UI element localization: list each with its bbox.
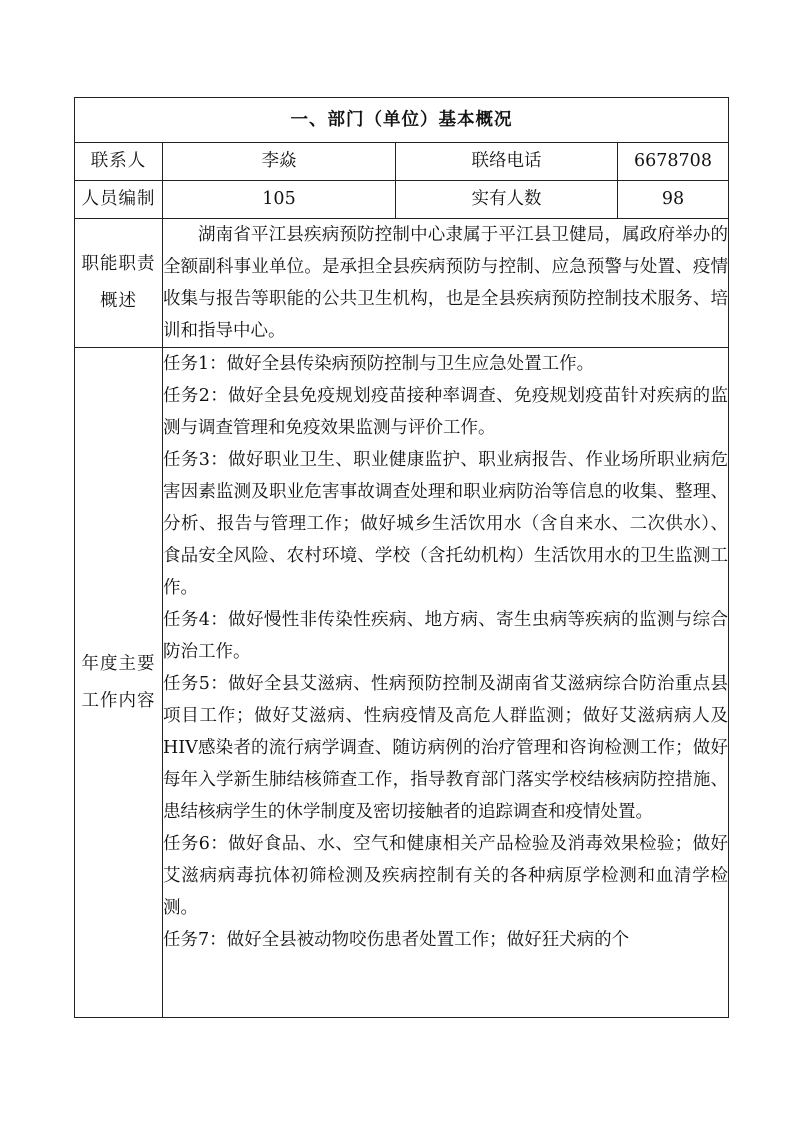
actual-staff-label: 实有人数 [396, 181, 618, 219]
staffing-label: 人员编制 [75, 181, 163, 219]
actual-staff-value: 98 [618, 181, 729, 219]
staffing-value: 105 [163, 181, 396, 219]
annual-work-label-line2: 工作内容 [81, 690, 156, 711]
task-item: 任务2：做好全县免疫规划疫苗接种率调查、免疫规划疫苗针对疾病的监测与调查管理和免疫效果监测与评价工作。 [163, 386, 728, 438]
annual-work-tasks [163, 348, 729, 1018]
contact-value: 李焱 [163, 143, 396, 181]
task-item: 任务7：做好全县被动物咬伤患者处置工作；做好狂犬病的个 [163, 930, 630, 950]
task-item: 任务1：做好全县传染病预防控制与卫生应急处置工作。 [163, 354, 595, 374]
duties-description [163, 219, 729, 348]
department-overview-table [74, 97, 729, 1018]
task-item: 任务4：做好慢性非传染性疾病、地方病、寄生虫病等疾病的监测与综合防治工作。 [163, 610, 728, 662]
task-item: 任务6：做好食品、水、空气和健康相关产品检验及消毒效果检验；做好艾滋病病毒抗体初筛检测及疾病控制有关的各种病原学检测和血清学检测。 [163, 834, 728, 918]
task-item: 任务5：做好全县艾滋病、性病预防控制及湖南省艾滋病综合防治重点县项目工作；做好艾滋病、性病疫情及高危人群监测；做好艾滋病病人及HIV感染者的流行病学调查、随访病例的治疗管理和咨询检测工作；做好每年入学新生肺结核筛查工作，指导教育部门落实学校结核病防控措施、患结核病学生的休学制度及密切接触者的追踪调查和疫情处置。 [163, 674, 728, 822]
duties-label-line1: 职能职责 [81, 254, 156, 274]
phone-value: 6678708 [618, 143, 729, 181]
annual-work-label-line1: 年度主要 [81, 653, 156, 674]
duties-label [75, 219, 163, 348]
duties-text: 湖南省平江县疾病预防控制中心隶属于平江县卫健局，属政府举办的全额副科事业单位。是承担全县疾病预防与控制、应急预警与处置、疫情收集与报告等职能的公共卫生机构，也是全县疾病预防控制技术服务、培训和指导中心。 [163, 225, 728, 341]
section-title: 一、部门（单位）基本概况 [75, 98, 729, 143]
task-item: 任务3：做好职业卫生、职业健康监护、职业病报告、作业场所职业病危害因素监测及职业危害事故调查处理和职业病防治等信息的收集、整理、分析、报告与管理工作；做好城乡生活饮用水（含自来水、二次供水）、食品安全风险、农村环境、学校（含托幼机构）生活饮用水的卫生监测工作。 [163, 450, 728, 598]
duties-label-line2: 概述 [100, 291, 137, 311]
phone-label: 联络电话 [396, 143, 618, 181]
contact-label: 联系人 [75, 143, 163, 181]
annual-work-label [75, 348, 163, 1018]
